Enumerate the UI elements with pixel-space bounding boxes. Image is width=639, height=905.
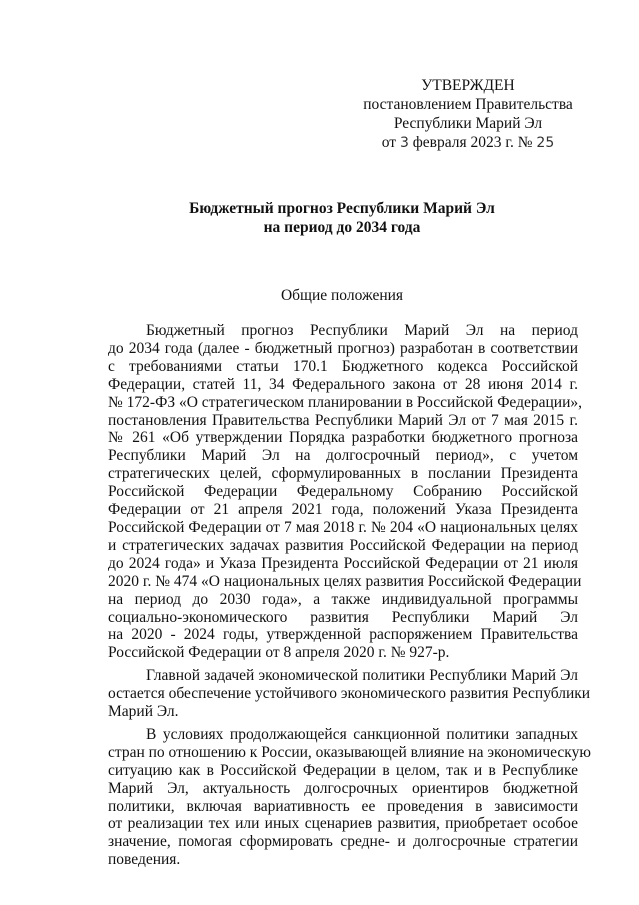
paragraph-line: поведения. — [108, 851, 181, 869]
approval-date-day: 3 — [399, 135, 409, 151]
paragraph-line: Бюджетный прогноз Республики Марий Эл на период — [146, 322, 578, 339]
paragraph-line: на 2020 - 2024 годы, утвержденной распоряжением Правительства — [108, 626, 578, 644]
approval-line-2: Республики Марий Эл — [393, 115, 543, 132]
paragraph-line: постановления Правительства Республики Марий Эл от 7 мая 2015 г. — [108, 411, 578, 429]
paragraph-line: Федерации от 21 апреля 2021 года, положений Указа Президента — [108, 501, 578, 519]
paragraph-line: стратегических целей, сформулированных в послании Президента — [108, 465, 578, 483]
paragraph-line: социально-экономического развития Республики Марий Эл — [108, 608, 578, 626]
paragraph-line: значение, помогая сформировать средне- и долгосрочные стратегии — [108, 833, 578, 851]
paragraph-line: с требованиями статьи 170.1 Бюджетного кодекса Российской — [108, 357, 578, 375]
paragraph-line: Федерации, статей 11, 34 Федерального закона от 28 июня 2014 г. — [108, 375, 578, 393]
paragraph-line: Марий Эл, актуальность долгосрочных ориентиров бюджетной — [108, 779, 578, 797]
paragraph — [108, 667, 591, 721]
approval-stamp — [330, 76, 606, 153]
document-body — [108, 322, 591, 869]
paragraph-line: 2020 г. № 474 «О национальных целях развития Российской Федерации — [108, 572, 582, 590]
paragraph-line: Российской Федерации Федеральному Собранию Российской — [108, 483, 578, 501]
paragraph-line: до 2034 года (далее - бюджетный прогноз) разработан в соответствии — [108, 339, 578, 357]
title-line-2: на период до 2034 года — [263, 219, 421, 236]
approval-line-1: постановлением Правительства — [363, 96, 573, 113]
paragraph-line: до 2024 года» и Указа Президента Российской Федерации от 21 июля — [108, 554, 578, 572]
paragraph-line: остается обеспечение устойчивого экономического развития Республики — [108, 685, 591, 703]
paragraph-line: политики, включая вариативность ее проведения в зависимости — [108, 797, 578, 815]
paragraph-line: на период до 2030 года», а также индивидуальной программы — [108, 590, 578, 608]
paragraph-line: Главной задачей экономической политики Республики Марий Эл — [146, 667, 578, 685]
approval-date-rest: февраля 2023 г. № — [412, 134, 533, 151]
paragraph-line: № 261 «Об утверждении Порядка разработки бюджетного прогноза — [108, 429, 578, 447]
paragraph-line: № 172-ФЗ «О стратегическом планировании в Российской Федерации», — [108, 393, 583, 411]
paragraph-line: Марий Эл. — [108, 703, 179, 721]
paragraph-line: стран по отношению к России, оказывающей влияние на экономическую — [108, 743, 591, 761]
approval-doc-number: 25 — [536, 135, 555, 151]
approval-date-line — [330, 133, 606, 153]
paragraph-line: ситуацию как в Российской Федерации в целом, так и в Республике — [108, 761, 578, 779]
paragraph-line: Республики Марий Эл на долгосрочный период», с учетом — [108, 447, 578, 465]
paragraph-line: Российской Федерации от 7 мая 2018 г. № 204 «О национальных целях — [108, 518, 578, 536]
approval-heading: УТВЕРЖДЕН — [421, 77, 515, 94]
approval-date-prefix: от — [381, 134, 397, 151]
paragraph-line: от реализации тех или иных сценариев развития, приобретает особое — [108, 815, 578, 833]
paragraph — [108, 322, 583, 662]
paragraph-line: и стратегических задачах развития Российской Федерации на период — [108, 536, 578, 554]
paragraph — [108, 725, 591, 869]
section-heading: Общие положения — [280, 287, 404, 304]
title-line-1: Бюджетный прогноз Республики Марий Эл — [189, 200, 495, 217]
paragraph-line: В условиях продолжающейся санкционной политики западных — [146, 725, 578, 743]
document-title — [40, 199, 639, 237]
paragraph-line: Российской Федерации от 8 апреля 2020 г. № 927-р. — [108, 644, 450, 662]
